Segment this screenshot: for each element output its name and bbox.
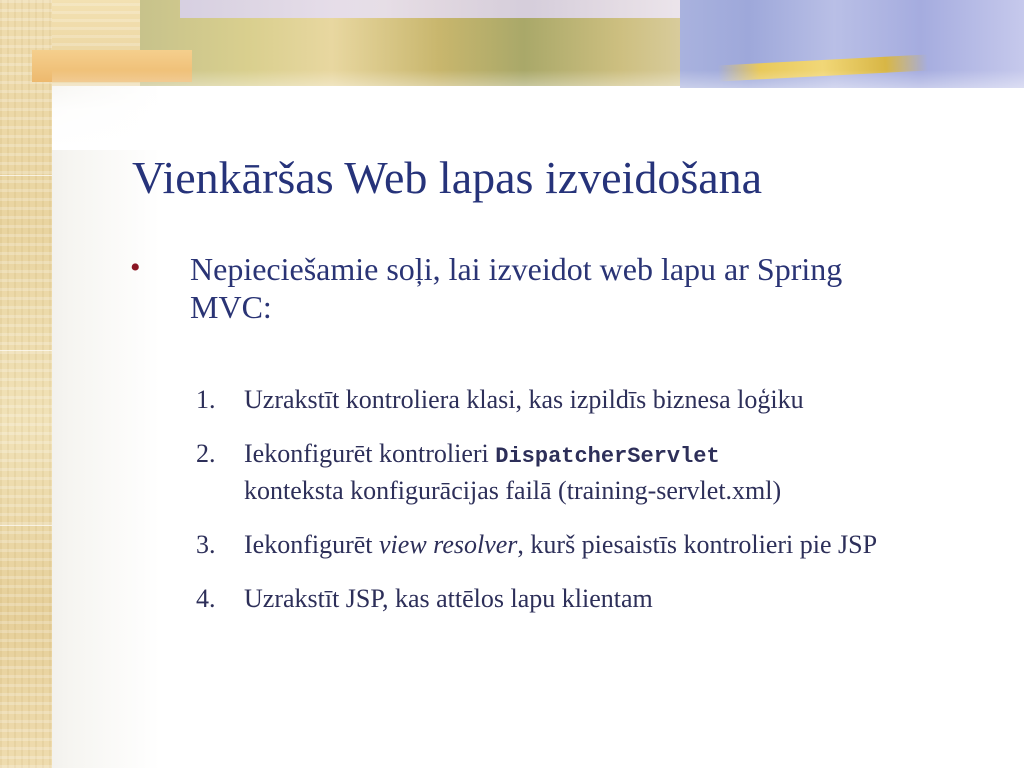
bullet-text: Nepieciešamie soļi, lai izveidot web lapu ar Spring MVC: bbox=[190, 251, 843, 325]
bullet-marker: • bbox=[130, 251, 141, 284]
step-number: 4. bbox=[196, 584, 216, 613]
steps-list bbox=[196, 383, 996, 636]
decorative-banner bbox=[0, 0, 1024, 90]
step-emphasis: view resolver bbox=[379, 530, 518, 559]
step-text-continued: konteksta konfigurācijas failā (training-servlet.xml) bbox=[244, 476, 782, 505]
step-code: DispatcherServlet bbox=[495, 444, 720, 469]
border-seam bbox=[0, 350, 52, 351]
step-item bbox=[196, 582, 996, 616]
step-number: 1. bbox=[196, 385, 216, 414]
step-text: Iekonfigurēt bbox=[244, 530, 380, 559]
banner-lilac-stripe bbox=[180, 0, 680, 18]
border-seam bbox=[0, 525, 52, 526]
step-text: Uzrakstīt JSP, kas attēlos lapu klientam bbox=[244, 584, 653, 613]
step-number: 3. bbox=[196, 530, 216, 559]
border-seam bbox=[0, 175, 52, 176]
parchment-border bbox=[0, 0, 52, 768]
step-item bbox=[196, 437, 996, 508]
step-item bbox=[196, 528, 996, 562]
step-text-continued: , kurš piesaistīs kontrolieri pie JSP bbox=[517, 530, 878, 559]
slide-title: Vienkāršas Web lapas izveidošana bbox=[132, 152, 763, 203]
step-number: 2. bbox=[196, 439, 216, 468]
step-text: Uzrakstīt kontroliera klasi, kas izpildīs biznesa loģiku bbox=[244, 385, 804, 414]
banner-fade bbox=[52, 70, 1024, 150]
step-text: Iekonfigurēt kontrolieri bbox=[244, 439, 496, 468]
step-item bbox=[196, 383, 996, 417]
